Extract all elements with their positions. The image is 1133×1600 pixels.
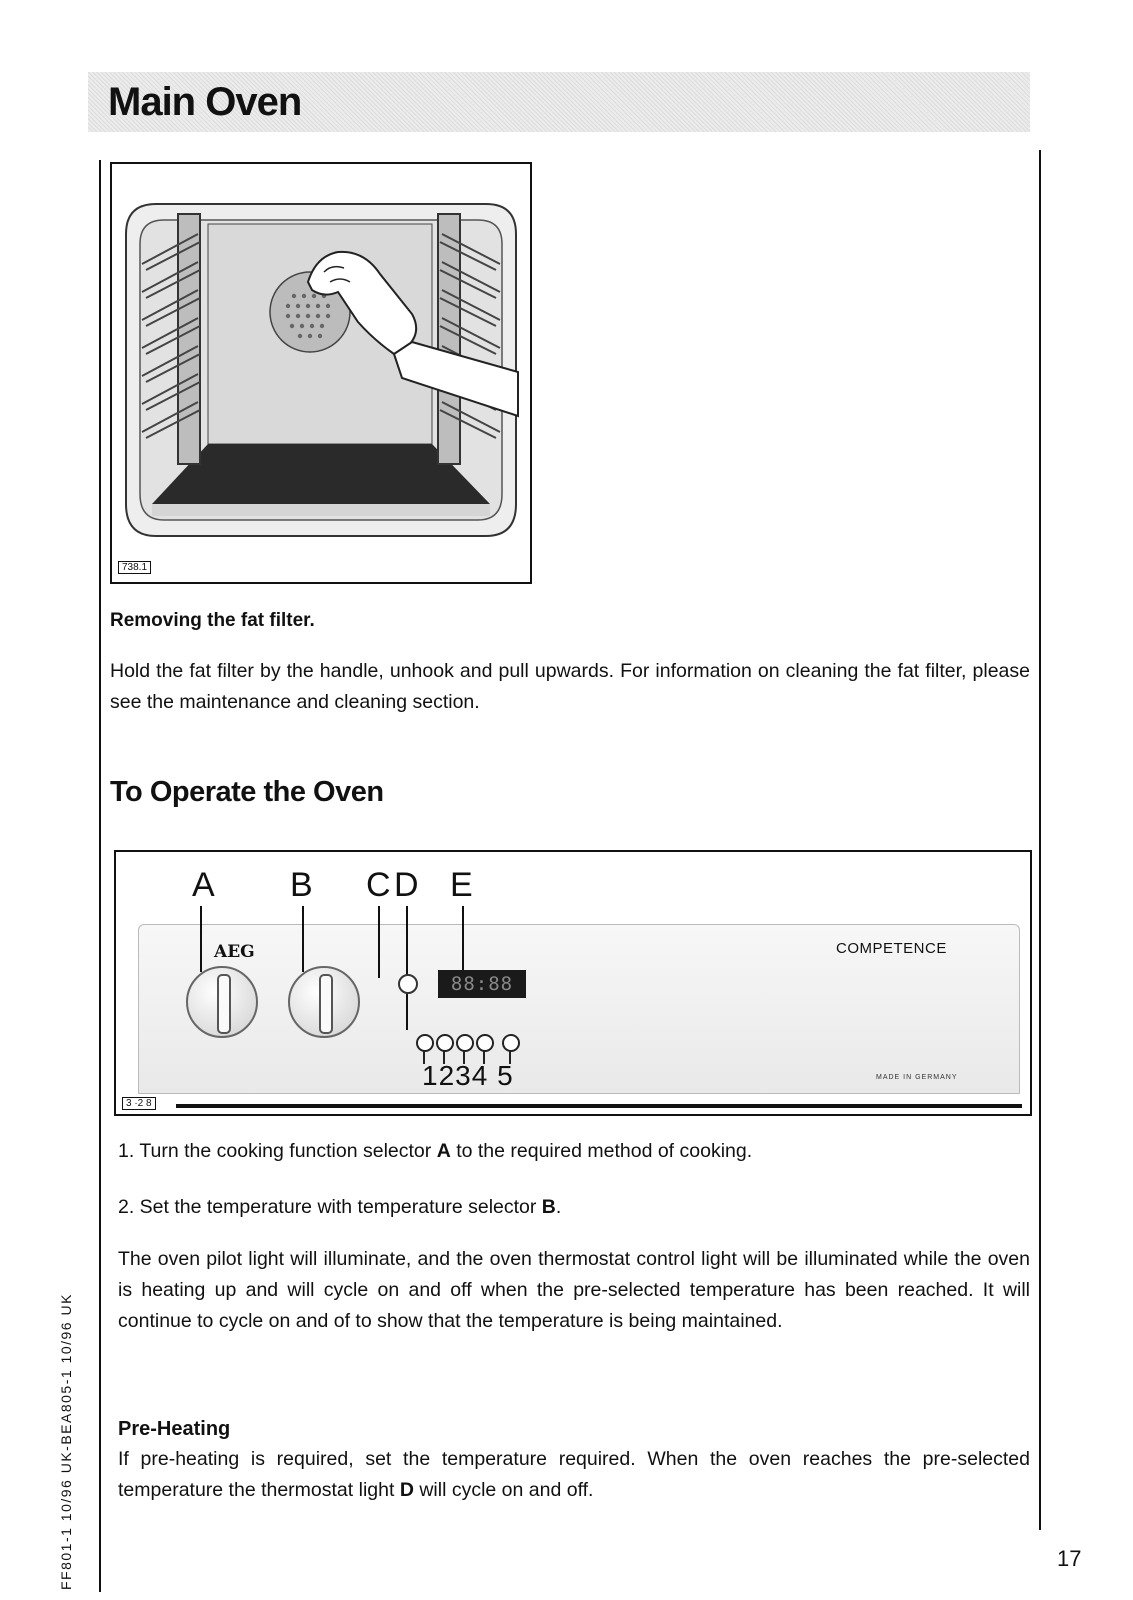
- label-a: A: [192, 866, 215, 904]
- step-2-text-end: .: [555, 1196, 562, 1218]
- made-in-label: MADE IN GERMANY: [876, 1074, 958, 1081]
- brand-logo: AEG: [214, 942, 255, 962]
- page-title: Main Oven: [108, 80, 302, 124]
- timer-button-1: [416, 1034, 434, 1052]
- preheating-heading: Pre-Heating: [118, 1418, 231, 1440]
- preheating-key: D: [399, 1479, 414, 1501]
- step-1: [118, 1140, 752, 1163]
- step-1-text-end: to the required method of cooking.: [450, 1140, 753, 1162]
- timer-button-4: [476, 1034, 494, 1052]
- function-selector-dial: [186, 966, 258, 1038]
- fat-filter-instructions: Hold the fat filter by the handle, unhook and pull upwards. For information on cleaning the fat filter, please see the maintenance and cleaning section.: [110, 660, 1030, 713]
- temperature-selector-dial: [288, 966, 360, 1038]
- left-margin-rule: [99, 160, 101, 1592]
- right-margin-rule: [1039, 150, 1041, 1530]
- oven-interior-drawing: [112, 164, 530, 582]
- preheating-text-end: will cycle on and off.: [413, 1479, 594, 1501]
- step-1-text: 1. Turn the cooking function selector: [118, 1140, 437, 1162]
- pilot-light-paragraph: The oven pilot light will illuminate, and the oven thermostat control light will be illuminated while the oven is heating up and will cycle on and off when the pre-selected temperature has been reached. It will continue to cycle on and of to show that the temperature is being maintained.: [118, 1248, 1030, 1332]
- label-e: E: [450, 866, 473, 904]
- step-2-text: 2. Set the temperature with temperature selector: [118, 1196, 542, 1218]
- dial-handle: [319, 974, 333, 1034]
- fat-filter-caption: Removing the fat filter.: [110, 610, 315, 631]
- section-heading: To Operate the Oven: [110, 776, 384, 808]
- panel-base-line: [176, 1104, 1022, 1108]
- label-b: B: [290, 866, 313, 904]
- preheating-paragraph: [118, 1444, 1030, 1506]
- timer-button-2: [436, 1034, 454, 1052]
- label-c: C: [366, 866, 391, 904]
- header-banner: [88, 72, 1030, 132]
- pointer-c: [378, 906, 380, 978]
- fat-filter-illustration: [110, 162, 532, 584]
- clock-display: 88:88: [438, 970, 526, 998]
- pointer-e: [462, 906, 464, 970]
- step-2-key: B: [541, 1196, 556, 1218]
- dial-handle: [217, 974, 231, 1034]
- timer-button-5: [502, 1034, 520, 1052]
- button-numbers: 1234 5: [422, 1060, 514, 1091]
- preheating-text: If pre-heating is required, set the temperature required. When the oven reaches the pre-selected temperature the thermostat light: [118, 1448, 1030, 1501]
- step-1-key: A: [436, 1140, 451, 1162]
- figure-number: 3 ·2 8: [122, 1097, 156, 1110]
- step-2: [118, 1196, 561, 1219]
- pointer-b: [302, 906, 304, 972]
- pointer-d: [406, 906, 408, 1030]
- document-code: FF801-1 10/96 UK-BEA805-1 10/96 UK: [58, 1293, 74, 1590]
- pointer-a: [200, 906, 202, 972]
- model-name: COMPETENCE: [836, 940, 947, 957]
- figure-number: 738.1: [118, 561, 151, 574]
- timer-button-3: [456, 1034, 474, 1052]
- control-panel-illustration: [114, 850, 1032, 1116]
- thermostat-light: [398, 974, 418, 994]
- page-number: 17: [1057, 1546, 1082, 1571]
- label-d: D: [394, 866, 419, 904]
